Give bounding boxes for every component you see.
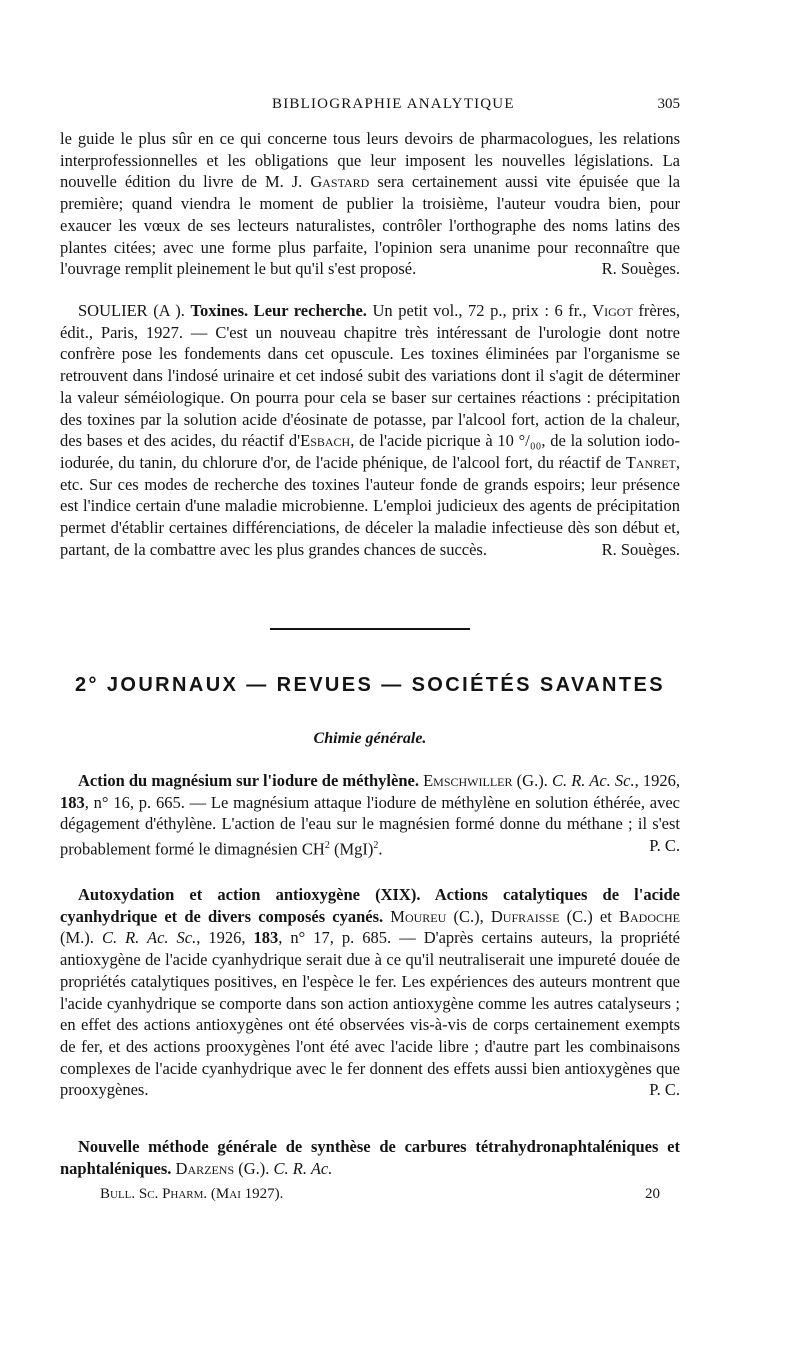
article-text: (C.) et	[566, 906, 612, 926]
review-text: le guide le plus sûr en ce qui concerne tous leurs devoirs de pharmacologues, les relations interprofessionnelles et les obligations que leur imposent les nouvelles législations. La nouvelle édition du livre de M. J.	[60, 129, 680, 192]
article-text: .	[378, 839, 383, 859]
review-text: sera certainement aussi vite épuisée que la première; quand viendra le moment de publier la troisième, l'auteur voudra bien, pour exaucer les vœux de ses lecteurs naturalistes, contrôler l'orthographe des noms latins des plantes citées; avec une forme plus parfaite, l'opinion sera unanime pour reconnaître que l'ouvrage remplit pleinement le but qu'il s'est proposé.	[60, 172, 681, 279]
article-text: (G.).	[238, 1158, 270, 1178]
review-text: frères, édit., Paris, 1927. — C'est un nouveau chapitre très intéressant de l'urologie dont notre confrère pose les fondements dans cet opuscule. Les toxines éliminées par l'organisme se retrouvent dans l'indosé urinaire et cet indosé subit des variations dont il s'agit de déterminer la valeur séméiologique. On pourra pour cela se baser sur certaines réactions : précipitation des toxines par la solution acide d'éosinate de potasse, par l'alcool fort, action de la chaleur, des bases et des acides, du réactif d'	[60, 301, 681, 451]
volume-number: 183	[60, 792, 85, 812]
page-number: 305	[657, 96, 680, 112]
reagent-name-tanret: Tanret	[625, 452, 676, 472]
section-divider	[270, 628, 470, 630]
article-text: , 1926,	[196, 928, 246, 948]
page-footer	[100, 1186, 660, 1208]
superscript: 2	[373, 840, 379, 852]
footer-citation: Bull. Sc. Pharm. (Mai 1927).	[100, 1186, 284, 1202]
article-text: (C.),	[453, 906, 484, 926]
abstract-signature: P. C.	[649, 836, 680, 856]
article-author: Dufraisse	[490, 906, 560, 926]
journal-name: C. R. Ac.	[273, 1158, 333, 1178]
article-title: Action du magnésium sur l'iodure de méthylène.	[78, 771, 419, 790]
article-author: Darzens	[175, 1158, 235, 1178]
article-text: , n° 16, p. 665. — Le magnésium attaque l'iodure de méthylène en solution éthérée, avec dégagement d'éthylène. L'action de l'eau sur le magnésien formé donne du méthane ; il s'est probablement formé le dimagnésien CH	[60, 792, 680, 859]
book-title: Toxines. Leur recherche.	[190, 301, 367, 320]
header-title: BIBLIOGRAPHIE ANALYTIQUE	[272, 96, 515, 112]
article-author: Moureu	[390, 906, 447, 926]
publisher-name: Vigot	[592, 301, 633, 320]
article-title: Autoxydation et action antioxygène (XIX). Actions catalytiques de l'acide cyanhydrique et de divers composés cyanés.	[60, 885, 680, 926]
review-continuation	[60, 128, 680, 280]
review-text: , de l'acide picrique à 10 °/₀₀, de la solution iodo-iodurée, du tanin, du chlorure d'or, de l'acide phénique, de l'alcool fort, du réactif de	[60, 431, 680, 472]
abstract-emschwiller	[60, 770, 680, 860]
journal-name: C. R. Ac. Sc.	[101, 928, 197, 948]
journal-name: C. R. Ac. Sc.	[551, 771, 635, 790]
abstract-moureu	[60, 884, 680, 1101]
volume-number: 183	[253, 928, 279, 948]
book-author: SOULIER (A ).	[78, 301, 185, 320]
abstract-signature: P. C.	[649, 1080, 680, 1100]
article-text: (M.).	[60, 928, 94, 948]
section-title: 2° JOURNAUX — REVUES — SOCIÉTÉS SAVANTES	[74, 674, 665, 696]
book-review-soulier	[60, 300, 680, 560]
reagent-name-esbach: Esbach	[300, 431, 351, 451]
author-name-gastard: Gastard	[310, 172, 370, 192]
article-title: Nouvelle méthode générale de synthèse de carbures tétrahydronaphtaléniques et naphtaléniques.	[60, 1137, 680, 1178]
article-author: Badoche	[618, 906, 680, 926]
signature-mark: 20	[645, 1186, 660, 1202]
running-header	[60, 96, 680, 116]
article-text: , 1926,	[634, 771, 681, 790]
superscript: 2	[324, 840, 330, 852]
article-text: (G.).	[516, 771, 548, 790]
article-text: , n° 17, p. 685. — D'après certains auteurs, la propriété antioxygène de l'acide cyanhydrique serait due à ce qu'il neutraliserait une impureté douée de propriétés catalytiques positives, en l'espèce le fer. Les expériences des auteurs montrent que l'acide cyanhydrique se comporte dans son action antioxygène comme les autres catalyseurs ; en effet des actions antioxygènes ont été observées vis-à-vis de corps certainement exempts de fer, et des actions prooxygènes l'ont été avec l'acide libre ; d'autre part les combinaisons complexes de l'acide cyanhydrique avec le fer donnent des effets aussi bien antioxygènes que prooxygènes.	[60, 928, 681, 1100]
review-text: Un petit vol., 72 p., prix : 6 fr.,	[372, 301, 587, 320]
abstract-darzens	[60, 1136, 680, 1179]
review-signature: R. Souèges.	[601, 539, 680, 559]
article-text: (MgI)	[329, 839, 374, 859]
section-subheading: Chimie générale.	[313, 730, 427, 747]
review-text: , etc. Sur ces modes de recherche des toxines l'auteur fonde de grands espoirs; leur présence est l'indice certain d'une maladie microbienne. L'emploi judicieux des agents de précipitation permet d'établir certaines différenciations, de déceler la maladie infectieuse dès son début et, partant, de la combattre avec les plus grandes chances de succès.	[60, 452, 680, 559]
article-author: Emschwiller	[423, 771, 513, 790]
review-signature: R. Souèges.	[601, 259, 680, 279]
